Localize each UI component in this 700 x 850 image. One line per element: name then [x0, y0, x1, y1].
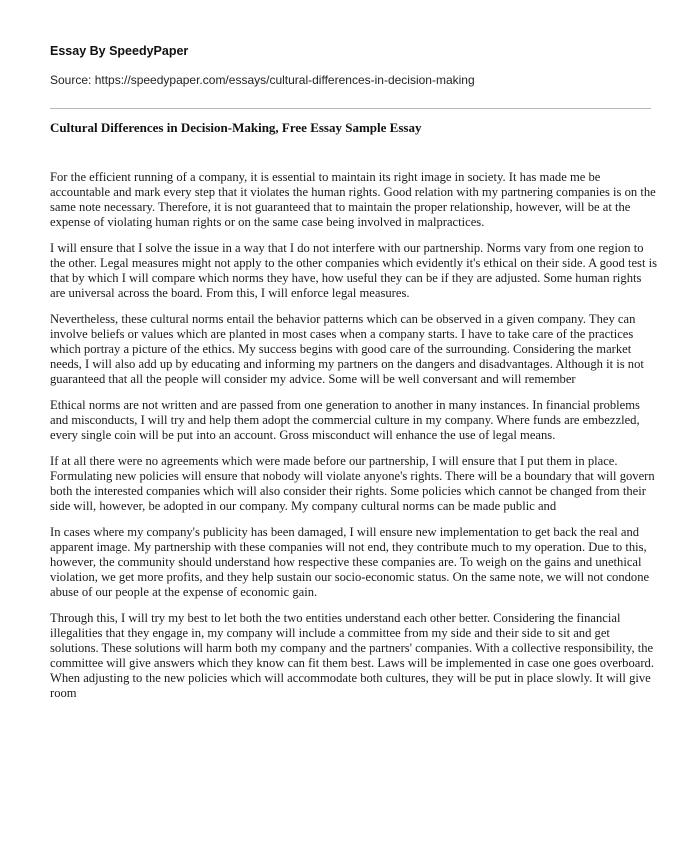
- essay-paragraph: If at all there were no agreements which were made before our partnership, I will ensure that I put them in place. Formulating new policies will ensure that nobody will violate anyone's rights. There will be a boundary that will govern both the interested companies which will also consider their rights. Some policies which cannot be changed from their side will, however, be adopted in our company. My company cultural norms can be made public and: [50, 453, 655, 514]
- essay-paragraph: Nevertheless, these cultural norms entail the behavior patterns which can be observed in a given company. They can involve beliefs or values which are planted in most cases when a company starts. I have to take care of the practices which portray a picture of the ethics. My success begins with good care of the surrounding. Considering the market needs, I will also add up by educating and informing my partners on the dangers and disadvantages. Although it is not guaranteed that all the people will consider my advice. Some will be well conversant and will remember: [50, 311, 644, 387]
- essay-paragraph: In cases where my company's publicity has been damaged, I will ensure new implementation to get back the real and apparent image. My partnership with these companies will not end, they contribute much to my operation. Due to this, however, the community should understand how respective these companies are. To weigh on the gains and unethical violation, we get more profits, and they help sustain our socio-economic status. On the same note, we will not condone abuse of our people at the expense of economic gain.: [50, 524, 650, 600]
- source-line: Source: https://speedypaper.com/essays/cultural-differences-in-decision-making: [50, 73, 475, 87]
- header-divider: [50, 108, 651, 109]
- essay-paragraph: Ethical norms are not written and are passed from one generation to another in many instances. In financial problems and misconducts, I will try and help them adopt the commercial culture in my company. Where funds are embezzled, every single coin will be put into an account. Gross misconduct will enhance the use of legal means.: [50, 398, 640, 443]
- essay-paragraph: Through this, I will try my best to let both the two entities understand each other better. Considering the financial illegalities that they engage in, my company will include a committee from my side and their side to sit and get solutions. These solutions will harm both my company and the partners' companies. With a collective responsibility, the committee will give answers which they know can fit them best. Laws will be implemented in case one goes overboard. When adjusting to the new policies which will accommodate both cultures, they will be put in place slowly. It will give room: [50, 610, 654, 701]
- document-header-title: Essay By SpeedyPaper: [50, 44, 189, 58]
- essay-paragraph: I will ensure that I solve the issue in a way that I do not interfere with our partnership. Norms vary from one region to the other. Legal measures might not apply to the other companies which evidently it's ethical on their side. A good test is that by which I will compare which norms they have, how useful they can be if they are adjusted. Some human rights are universal across the board. From this, I will enforce legal measures.: [50, 240, 657, 301]
- essay-body: [50, 170, 658, 712]
- essay-paragraph: For the efficient running of a company, it is essential to maintain its right image in society. It has made me be accountable and mark every step that it violates the human rights. Good relation with my partnering companies is on the same note necessary. Therefore, it is not guaranteed that to maintain the proper relationship, however, will be at the expense of violating human rights or on the same case being involved in malpractices.: [50, 170, 656, 230]
- essay-title: Cultural Differences in Decision-Making, Free Essay Sample Essay: [50, 120, 422, 135]
